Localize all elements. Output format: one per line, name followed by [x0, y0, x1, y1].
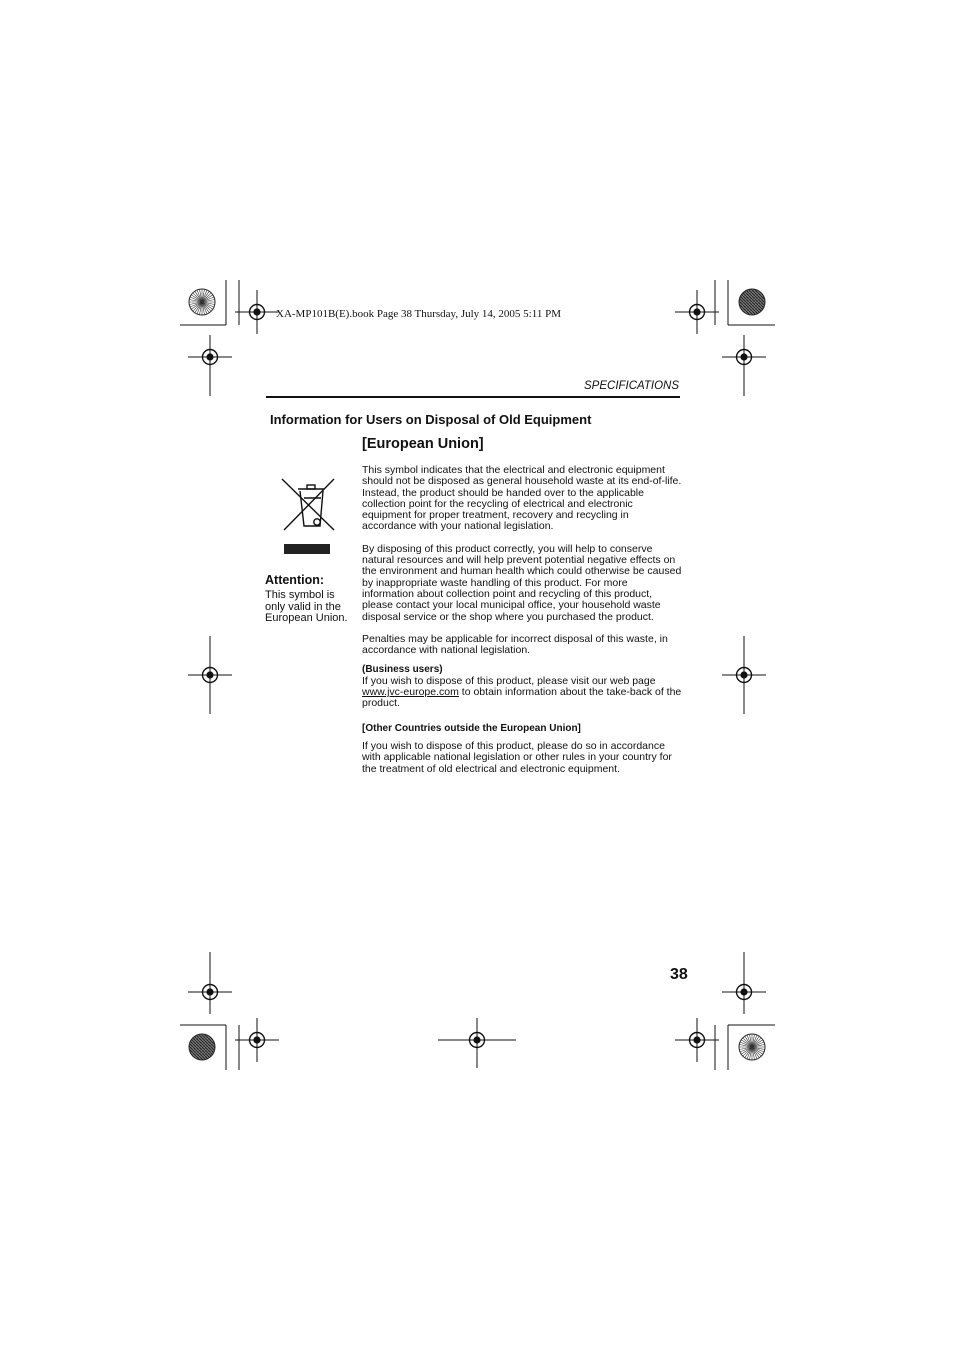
region-title: [European Union]: [362, 436, 484, 452]
section-label: SPECIFICATIONS: [584, 380, 679, 392]
business-text-before: If you wish to dispose of this product, please visit our web page: [362, 674, 656, 687]
business-text-after: to obtain information about the take-back of the product.: [362, 686, 682, 710]
paragraph-penalties: Penalties may be applicable for incorrect disposal of this waste, in accordance with national legislation.: [362, 632, 668, 657]
paragraph-correct-disposal: By disposing of this product correctly, you will help to conserve natural resources and will help prevent potential negative effects on the environment and human health which could otherwise be caused by inappropriate waste handling of this product. For more information about collection point and recycling of this product, please contact your local municipal office, your household waste disposal service or the shop where you purchased the product.: [362, 542, 682, 623]
page-heading: Information for Users on Disposal of Old Equipment: [270, 412, 592, 427]
attention-title: Attention:: [265, 573, 325, 587]
business-users-text: [362, 676, 682, 710]
paragraph-symbol-meaning: This symbol indicates that the electrical and electronic equipment should not be disposed as general household waste at its end-of-life. Instead, the product should be handed over to the applicable collection point for the recycling of electrical and electronic equipment for proper treatment, recovery and recycling in accordance with your national legislation.: [362, 464, 682, 533]
business-users-title: (Business users): [362, 664, 443, 676]
page-number: 38: [670, 966, 688, 983]
jvc-europe-link[interactable]: www.jvc-europe.com: [362, 686, 459, 699]
attention-text: This symbol is only valid in the European Union.: [265, 589, 348, 624]
other-countries-title: [Other Countries outside the European Union]: [362, 722, 581, 734]
main-column: [362, 465, 682, 775]
other-countries-text: If you wish to dispose of this product, please do so in accordance with applicable national legislation or other rules in your country for the treatment of old electrical and electronic equipment.: [362, 739, 672, 775]
file-info-line: XA-MP101B(E).book Page 38 Thursday, July 14, 2005 5:11 PM: [276, 308, 561, 320]
header-rule: [266, 396, 680, 398]
crossed-out-wheelie-bin-icon: [280, 474, 338, 558]
